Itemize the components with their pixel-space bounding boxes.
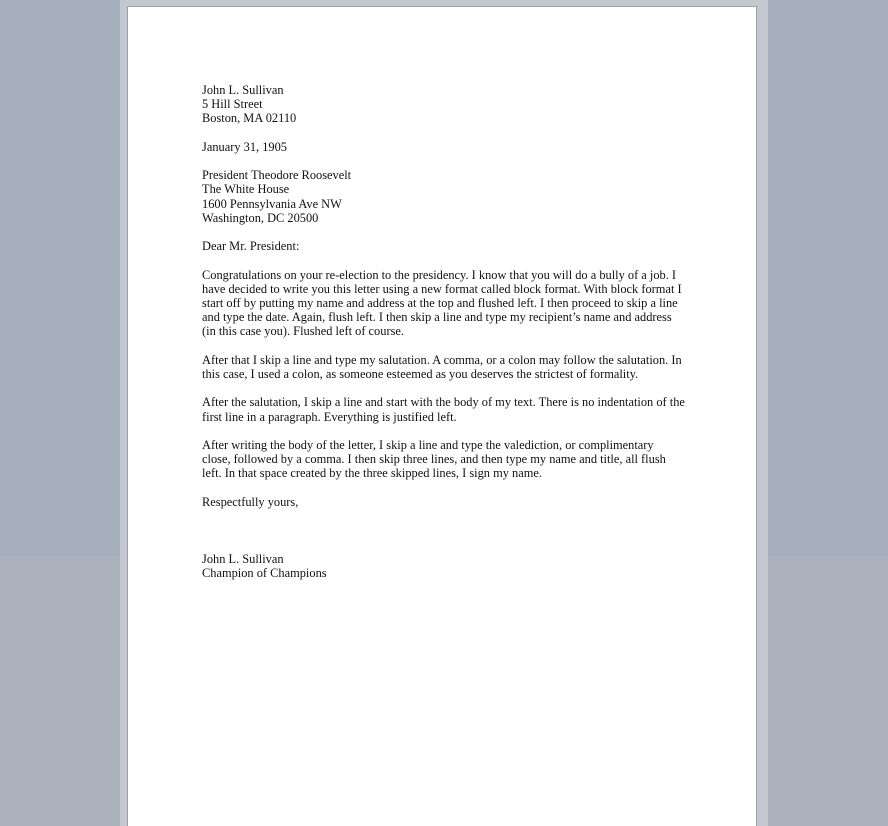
signature-name: John L. Sullivan — [202, 551, 284, 566]
paragraph-line: close, followed by a comma. I then skip three lines, and then type my name and title, all flush — [202, 452, 666, 467]
signature-block — [202, 552, 692, 580]
letter-body — [202, 83, 692, 580]
salutation: Dear Mr. President: — [202, 239, 300, 254]
recipient-org: The White House — [202, 182, 290, 197]
paragraph-line: start off by putting my name and address at the top and flushed left. I then proceed to skip a line — [202, 295, 678, 310]
recipient-address — [202, 168, 692, 225]
paragraph-line: After that I skip a line and type my salutation. A comma, or a colon may follow the salutation. In — [202, 352, 682, 367]
signature-space — [202, 509, 692, 552]
paragraph-line: left. In that space created by the three skipped lines, I sign my name. — [202, 466, 542, 481]
paragraph-1 — [202, 268, 692, 339]
paragraph-line: this case, I used a colon, as someone esteemed as you deserves the strictest of formality. — [202, 366, 639, 381]
paragraph-line: After the salutation, I skip a line and start with the body of my text. There is no indentation of the — [202, 395, 685, 410]
signature-title: Champion of Champions — [202, 565, 327, 580]
paragraph-line: first line in a paragraph. Everything is justified left. — [202, 409, 457, 424]
sender-address — [202, 83, 692, 126]
paragraph-2 — [202, 353, 692, 381]
paragraph-line: Congratulations on your re-election to the presidency. I know that you will do a bully of a job. I — [202, 267, 677, 282]
recipient-name: President Theodore Roosevelt — [202, 168, 352, 183]
document-page[interactable] — [127, 6, 757, 826]
paragraph-4 — [202, 438, 692, 481]
paragraph-line: (in this case you). Flushed left of course. — [202, 324, 404, 339]
recipient-street: 1600 Pennsylvania Ave NW — [202, 196, 342, 211]
sender-street: 5 Hill Street — [202, 97, 263, 112]
recipient-city: Washington, DC 20500 — [202, 210, 319, 225]
letter-date: January 31, 1905 — [202, 139, 287, 154]
sender-name: John L. Sullivan — [202, 83, 284, 97]
paragraph-3 — [202, 395, 692, 423]
complimentary-close: Respectfully yours, — [202, 494, 299, 509]
sender-city: Boston, MA 02110 — [202, 111, 297, 126]
paragraph-line: After writing the body of the letter, I skip a line and type the valediction, or complimentary — [202, 437, 654, 452]
paragraph-line: have decided to write you this letter using a new format called block format. With block format I — [202, 281, 682, 296]
paragraph-line: and type the date. Again, flush left. I then skip a line and type my recipient’s name and address — [202, 310, 672, 325]
